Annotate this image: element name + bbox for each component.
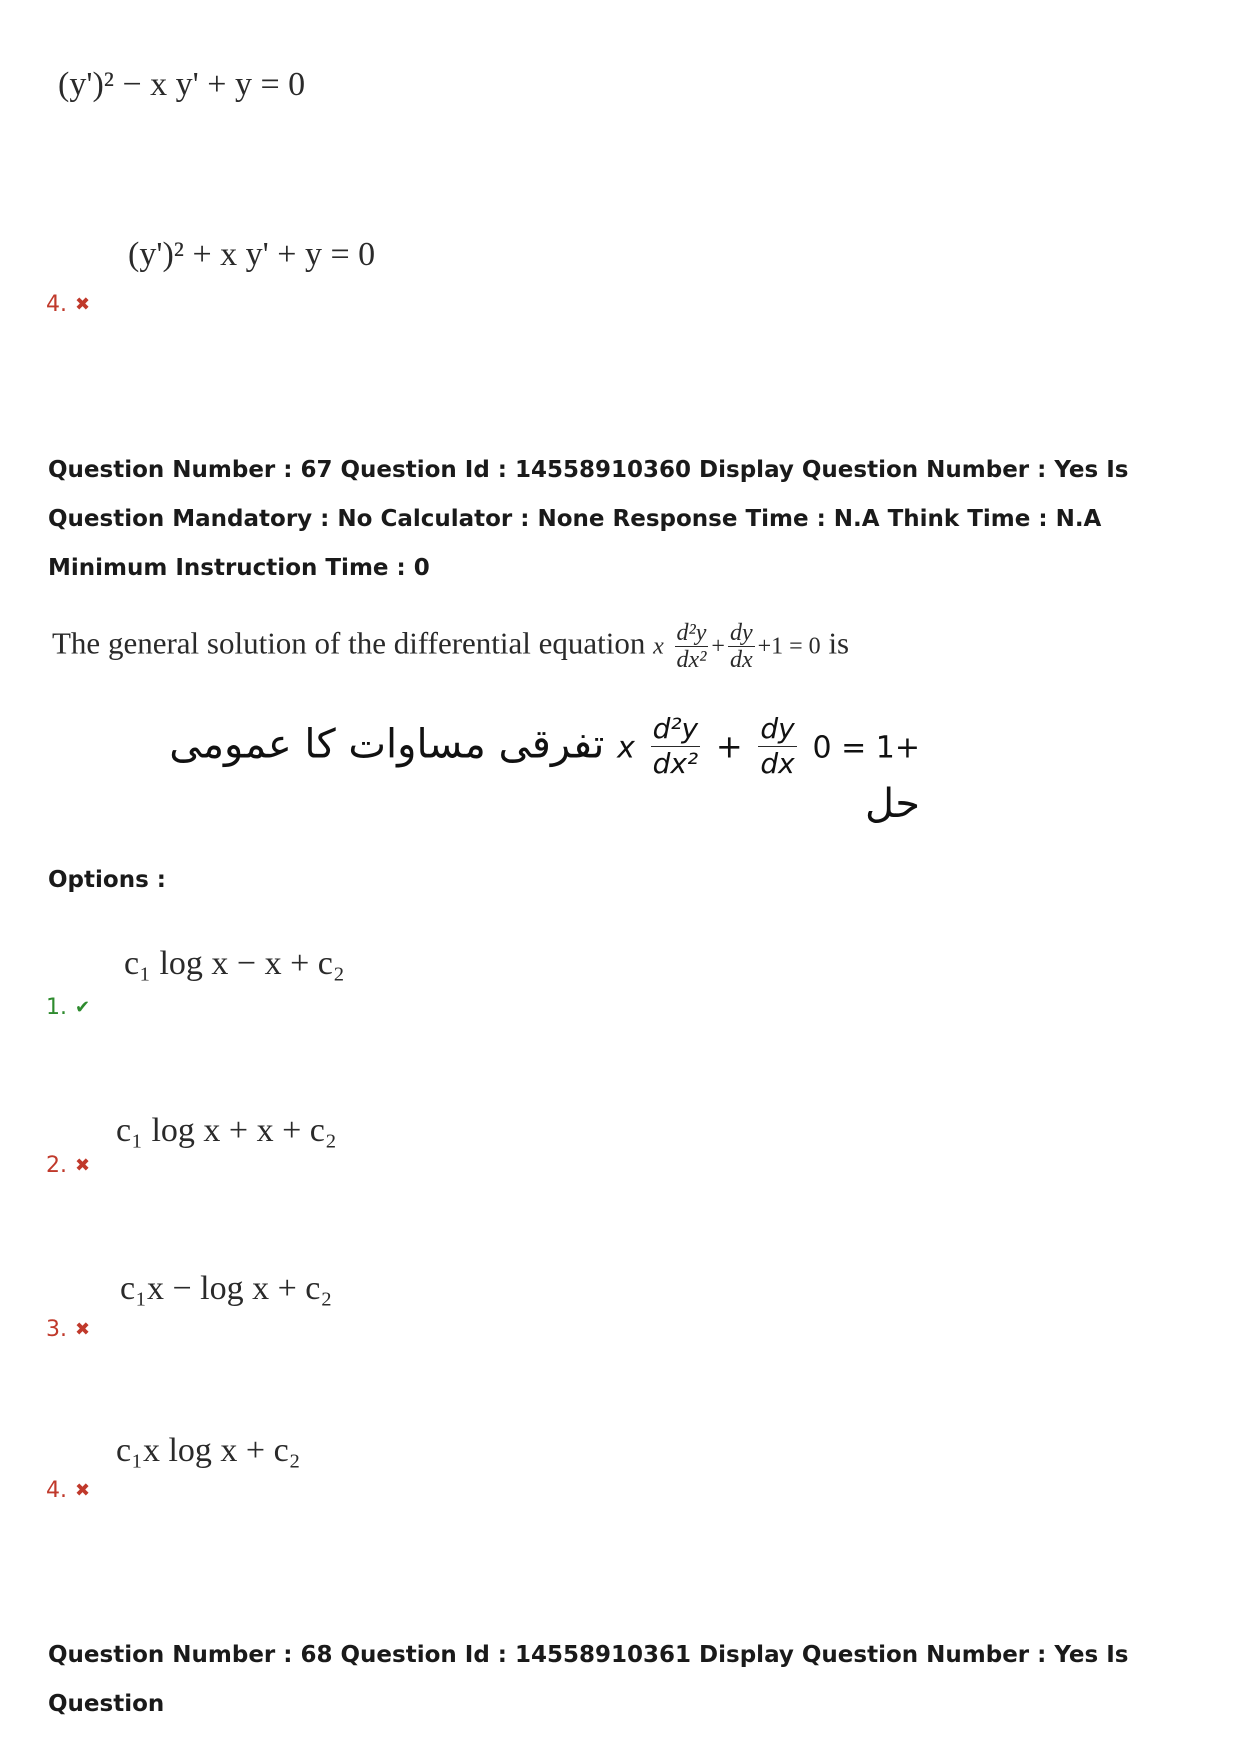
- urdu-handwriting: +1 = 0 $\frac{dy}{dx}$ + $\frac{\text{d²y}}{\text{dx²}}$ x تفرقی مساوات کا عمومی حل: [169, 712, 920, 827]
- option-number: 4.: [46, 1478, 67, 1503]
- equation-x: x: [653, 633, 664, 660]
- cross-icon: ✖: [75, 1480, 91, 1501]
- prev-option-4-formula: (y')² + x y' + y = 0: [128, 236, 376, 273]
- option-1-formula: c₁ log x − x + c₂: [124, 945, 345, 982]
- option-number: 3.: [46, 1317, 67, 1342]
- question-text: The general solution of the differential equation x $\frac{\text{d²y}}{\text{dx²}}$ + $\frac{dy}{dx}$ +1 = 0 is: [52, 620, 850, 673]
- cross-icon: ✖: [75, 294, 91, 315]
- option-3: [46, 1317, 90, 1342]
- options-label: Options :: [48, 867, 166, 893]
- check-icon: ✔: [75, 997, 91, 1018]
- option-number: 1.: [46, 995, 67, 1020]
- question-text-prefix: The general solution of the differential equation: [52, 625, 646, 661]
- prev-option-3-formula: (y')² − x y' + y = 0: [58, 66, 306, 103]
- option-4: [46, 1478, 90, 1503]
- question-text-suffix: is: [828, 625, 850, 661]
- fraction-dy-dx: $\frac{dy}{dx}$: [729, 620, 753, 673]
- option-2-formula: c₁ log x + x + c₂: [116, 1112, 337, 1149]
- option-3-formula: c₁x − log x + c₂: [120, 1270, 333, 1307]
- option-4-formula: c₁x log x + c₂: [116, 1432, 301, 1469]
- option-number: 2.: [46, 1153, 67, 1178]
- urdu-question-image: [160, 712, 920, 842]
- cross-icon: ✖: [75, 1155, 91, 1176]
- fraction-d2y-dx2: $\frac{\text{d²y}}{\text{dx²}}$: [676, 620, 707, 673]
- option-2: [46, 1153, 90, 1178]
- cross-icon: ✖: [75, 1319, 91, 1340]
- option-number: 4.: [46, 292, 67, 317]
- prev-option-4: [46, 292, 90, 317]
- question-meta-68: Question Number : 68 Question Id : 14558910361 Display Question Number : Yes Is Question: [48, 1642, 1129, 1717]
- option-1: [46, 995, 90, 1020]
- question-meta-67: Question Number : 67 Question Id : 14558910360 Display Question Number : Yes Is Question Mandatory : No Calculator : None Response Time : N.A Think Time : N.A Minimum Instruction Time : 0: [48, 457, 1129, 581]
